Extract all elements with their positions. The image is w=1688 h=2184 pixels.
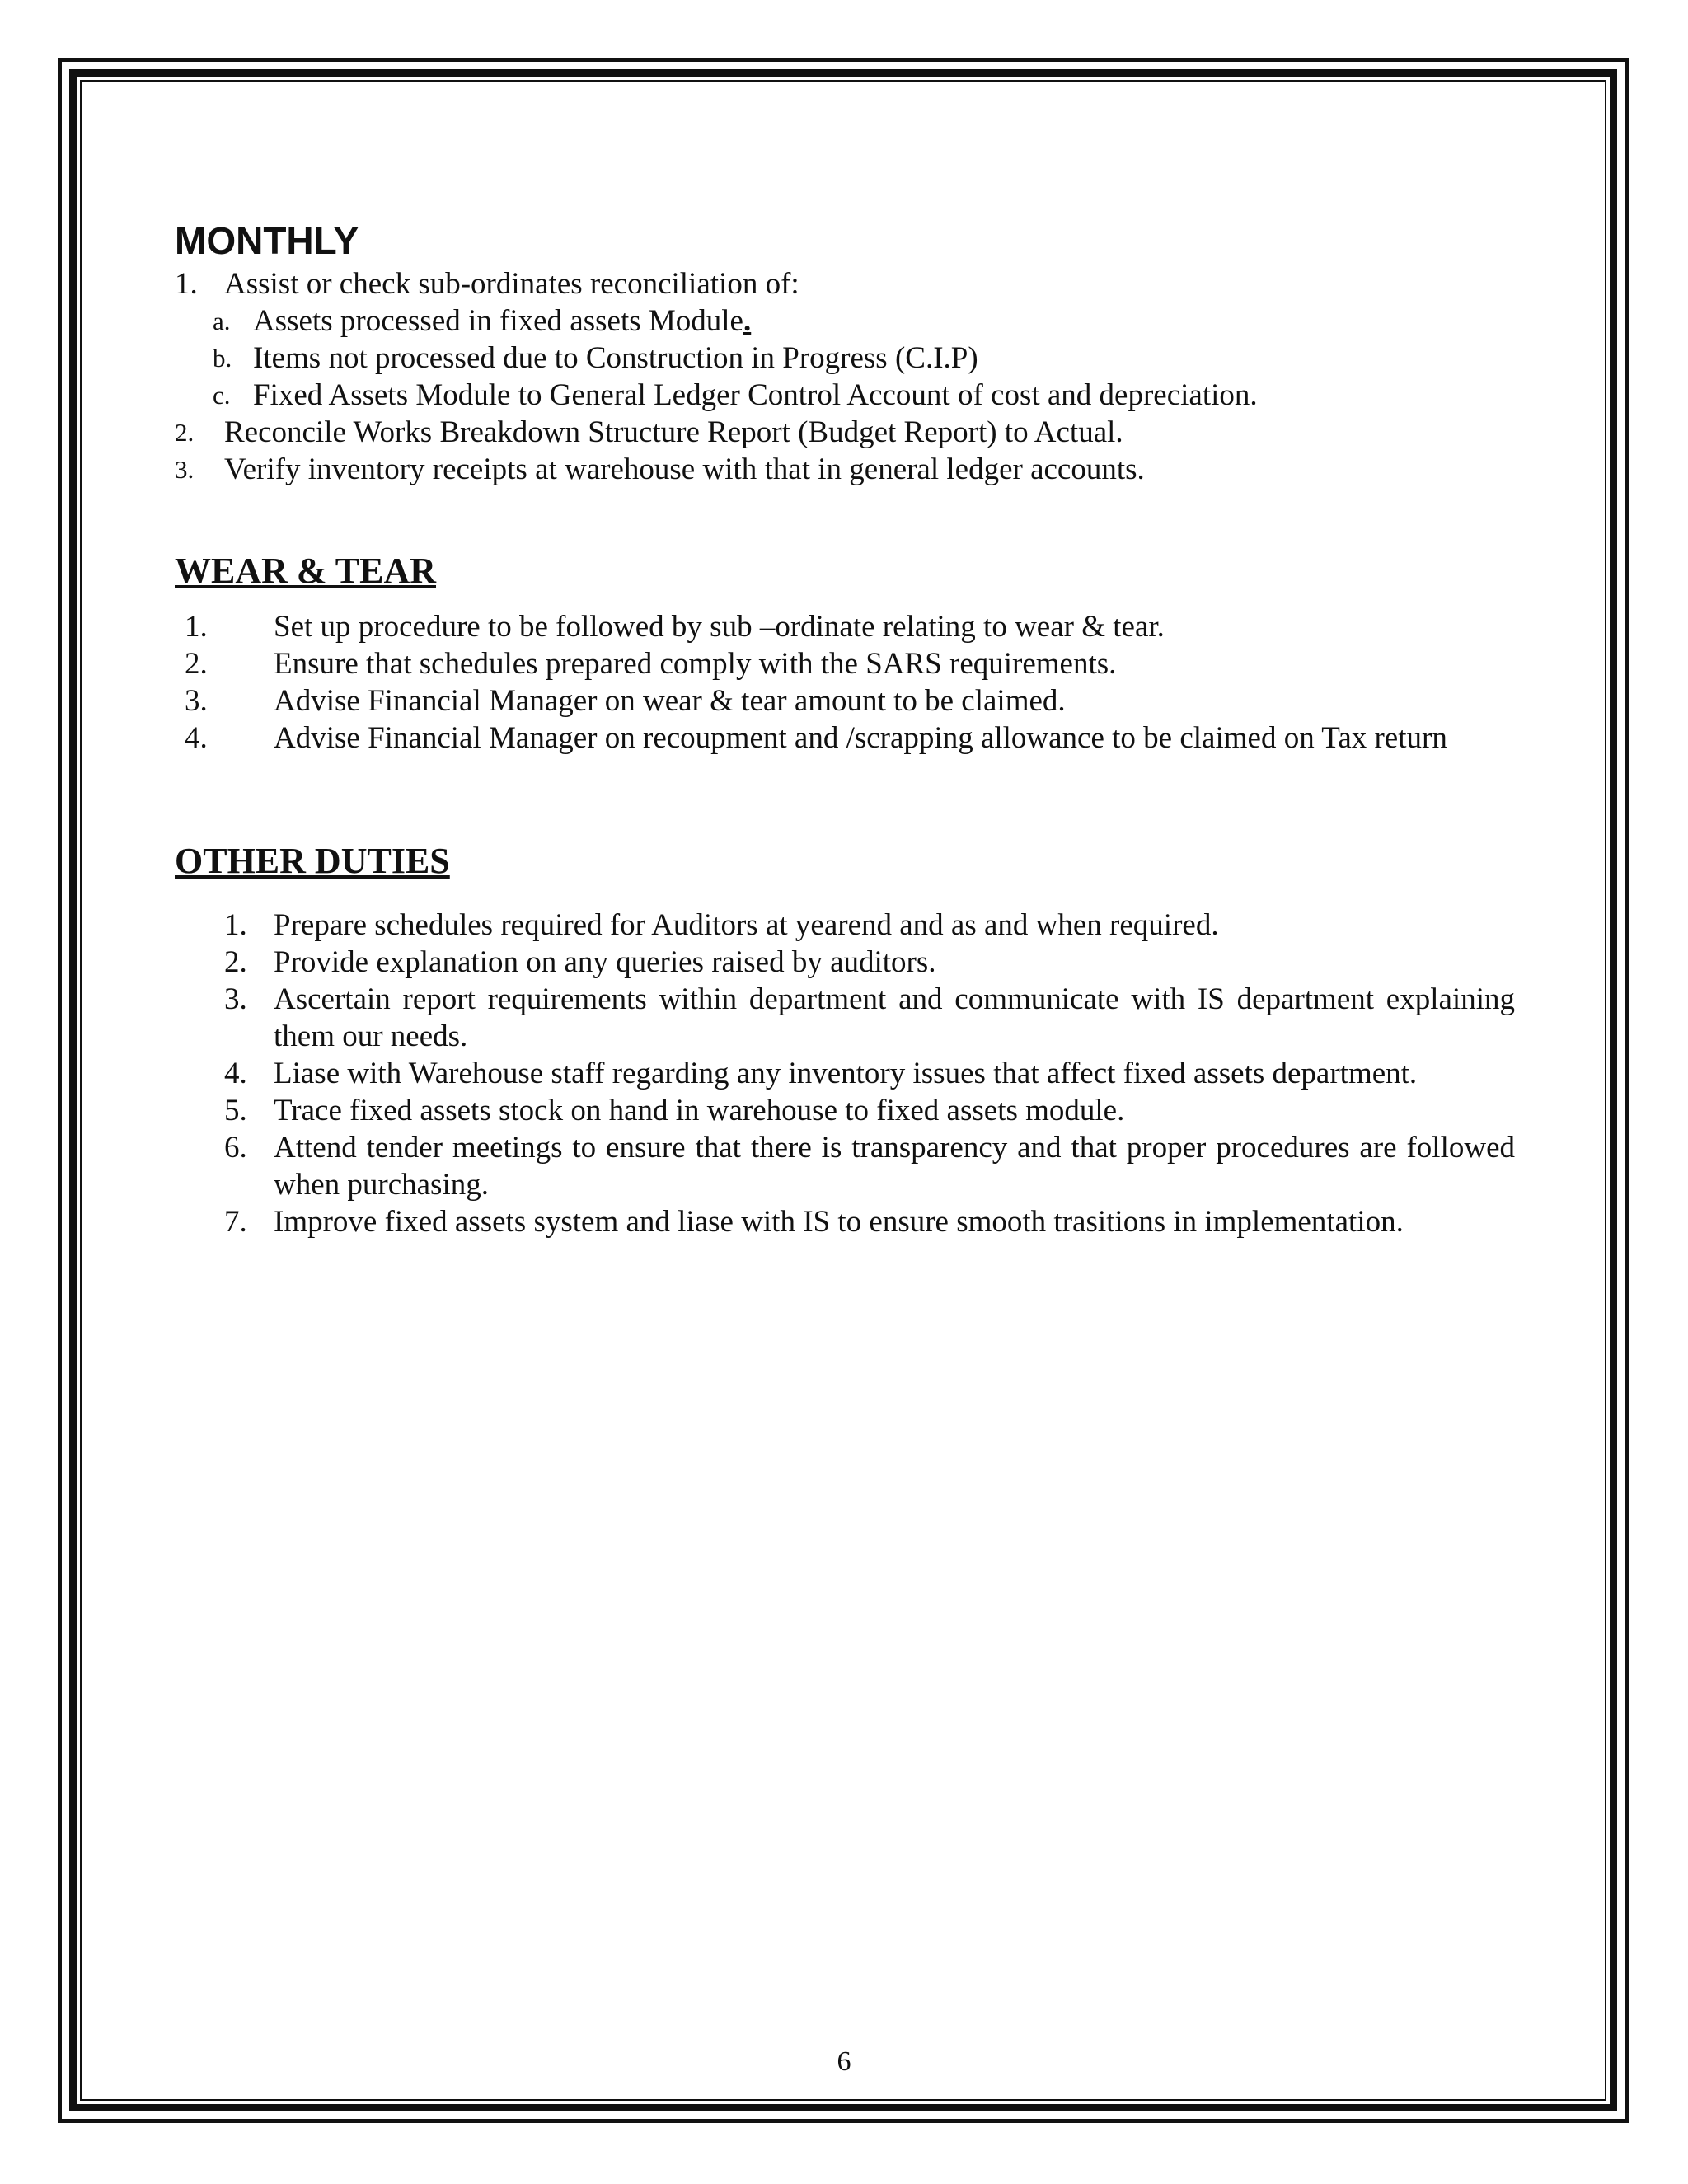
monthly-heading: MONTHLY — [175, 219, 359, 262]
list-item: 5. Trace fixed assets stock on hand in warehouse to fixed assets module. — [224, 1094, 1125, 1127]
list-item: 2. Provide explanation on any queries raised by auditors. — [224, 945, 936, 979]
other-duties-heading: OTHER DUTIES — [175, 841, 450, 881]
list-item: 2. Ensure that schedules prepared comply with the SARS requirements. — [185, 647, 1117, 681]
list-item: 4. Liase with Warehouse staff regarding any inventory issues that affect fixed assets department. — [224, 1057, 1418, 1090]
document-body — [175, 216, 1515, 1240]
sub-list-item: c. Fixed Assets Module to General Ledger Control Account of cost and depreciation. — [213, 378, 1258, 412]
list-item: 1. Assist or check sub-ordinates reconciliation of: — [175, 267, 799, 301]
list-item: 1. Set up procedure to be followed by sub –ordinate relating to wear & tear. — [185, 610, 1165, 644]
list-item: 7. Improve fixed assets system and liase with IS to ensure smooth trasitions in implementation. — [224, 1205, 1404, 1239]
sub-list-item: a. Assets processed in fixed assets Module. — [213, 304, 752, 338]
wear-tear-heading: WEAR & TEAR — [175, 551, 437, 591]
list-item: 6. Attend tender meetings to ensure that there is transparency and that proper procedures are followed when purchasing. — [224, 1131, 1515, 1202]
list-item: 2. Reconcile Works Breakdown Structure Report (Budget Report) to Actual. — [175, 415, 1123, 449]
sub-list-item: b. Items not processed due to Construction in Progress (C.I.P) — [213, 341, 978, 375]
list-item: 3. Verify inventory receipts at warehouse with that in general ledger accounts. — [175, 452, 1145, 486]
wear-tear-section — [175, 547, 1515, 757]
list-item: 1. Prepare schedules required for Auditors at yearend and as and when required. — [224, 908, 1219, 942]
monthly-section — [175, 216, 1515, 488]
list-item: 4. Advise Financial Manager on recoupment and /scrapping allowance to be claimed on Tax return — [185, 721, 1447, 755]
list-item: 3. Advise Financial Manager on wear & tear amount to be claimed. — [185, 684, 1066, 718]
list-item: 3. Ascertain report requirements within department and communicate with IS department explaining them our needs. — [224, 982, 1515, 1053]
page-number: 6 — [837, 2046, 851, 2077]
other-duties-section — [175, 837, 1515, 1240]
